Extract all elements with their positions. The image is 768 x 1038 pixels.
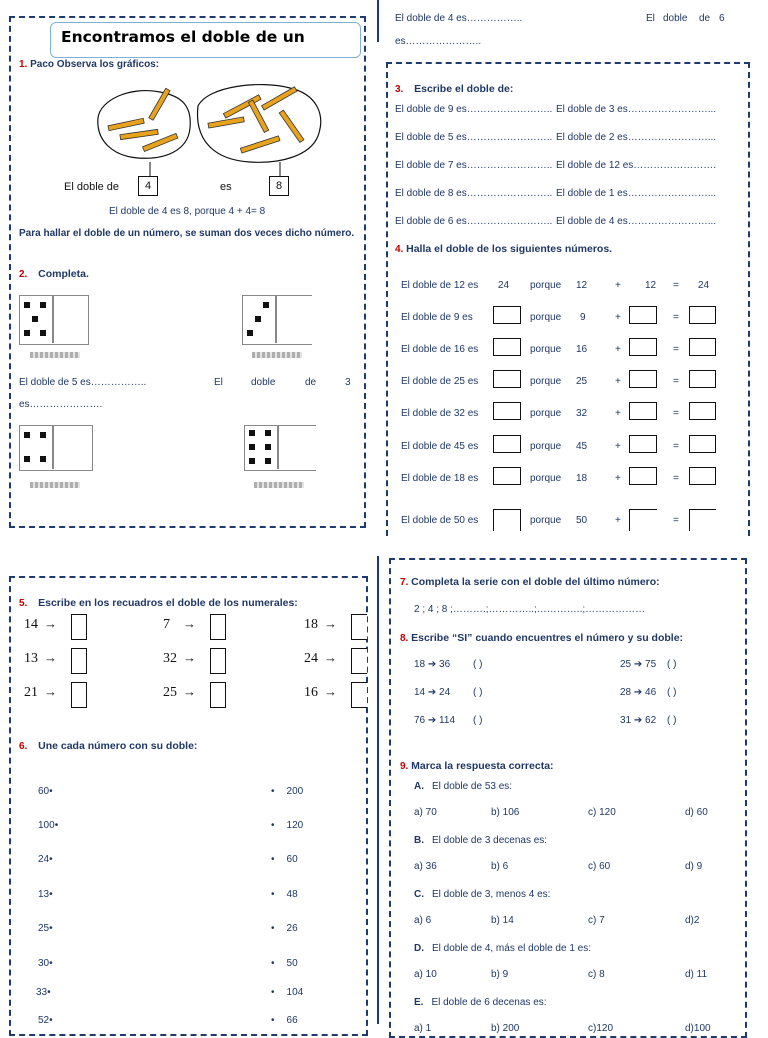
arrow-icon: → [183,650,196,665]
q9-option[interactable]: a) 36 [414,861,437,872]
q4-addend: 45 [576,441,588,452]
q7-heading: 7. Completa la serie con el doble del último número: [400,576,660,588]
q4-porque: porque [530,280,562,291]
q5-numeral: 21 [24,685,38,700]
q6-left-item[interactable] [36,987,51,998]
q9-letter: B. [414,835,424,846]
q5-answer-box[interactable] [71,614,87,640]
explanation-text: El doble de 4 es 8, porque 4 + 4= 8 [109,206,266,217]
q9-option[interactable]: d)100 [685,1023,711,1034]
q5-answer-box[interactable] [351,648,367,674]
q6-dot-icon: • [271,1015,275,1026]
pencil-groups-illustration [90,78,330,190]
arrow-icon: → [324,616,337,631]
panel-q5-q6 [9,576,368,1036]
q8-answer-left[interactable]: ( ) [473,687,483,698]
q9-question [414,889,550,900]
q8-answer-right[interactable]: ( ) [667,659,677,670]
q9-option[interactable]: a) 1 [414,1023,432,1034]
q6-right-item[interactable] [271,854,298,865]
q9-option[interactable]: a) 70 [414,807,437,818]
q9-option[interactable]: d) 9 [685,861,703,872]
page-title: Encontramos el doble de un [50,22,361,58]
q4-row-label: El doble de 18 es [401,473,479,484]
q8-pair-right: 28 ➔ 46 [620,687,657,698]
dice-box-three [242,295,312,345]
q5-numeral: 32 [163,651,177,666]
q4-equals: = [673,515,679,526]
doble-five-text: El doble de 5 es…………….. [19,377,147,388]
q9-option[interactable]: b) 200 [491,1023,520,1034]
q8-pair-left: 14 ➔ 24 [414,687,451,698]
q3-item-left: El doble de 5 es…………………….. [395,132,553,143]
q6-dot-icon: • [49,889,53,900]
q8-pair-right: 31 ➔ 62 [620,715,657,726]
q3-item-left: El doble de 6 es…………………….. [395,216,553,227]
q9-heading: 9. Marca la respuesta correcta: [400,760,554,772]
q3-item-right: El doble de 1 es……………………... [556,188,717,199]
q6-right-item[interactable] [271,820,303,831]
q5-answer-box[interactable] [210,614,226,640]
q5-numeral: 16 [304,685,318,700]
q6-dot-icon: • [49,923,53,934]
doble-three-word-1: El [214,377,223,388]
q9-letter: A. [414,781,424,792]
top-doble-four: El doble de 4 es…………….. [395,13,523,24]
divider-line-top [377,0,379,42]
q6-dot-icon: • [49,1015,53,1026]
q9-question [414,781,512,792]
q4-addend-box[interactable] [629,402,657,420]
box-four: 4 [138,176,158,196]
q4-equals: = [673,344,679,355]
q1-heading: 1. Paco Observa los gráficos: [19,59,160,70]
q5-answer-box[interactable] [351,682,367,708]
q4-addend: 25 [576,376,588,387]
q6-dot-icon: • [49,854,53,865]
q9-question [414,943,591,954]
arrow-icon: → [44,684,57,699]
q6-dot-icon: • [47,987,51,998]
q6-right-number: 60 [286,854,298,865]
q6-left-item[interactable] [38,786,53,797]
q3-item-right: El doble de 2 es……………………... [556,132,717,143]
q6-right-item[interactable] [271,923,298,934]
q4-porque: porque [530,408,562,419]
doble-three-es: es…………………. [19,399,103,410]
q9-question-text: El doble de 4, más el doble de 1 es: [432,943,591,954]
q4-addend-box[interactable] [629,338,657,356]
q6-right-number: 104 [286,987,304,998]
q6-dot-icon: • [271,854,275,865]
q4-plus: + [615,312,621,323]
q6-left-number: 33 [36,987,48,998]
doble-three-word-3: de [305,377,317,388]
q6-right-number: 66 [286,1015,298,1026]
q5-answer-box[interactable] [210,648,226,674]
rule-text: Para hallar el doble de un número, se suman dos veces dicho número. [19,228,355,239]
q6-right-item[interactable] [271,1015,298,1026]
q4-result-box[interactable] [689,306,716,324]
q9-option[interactable]: c) 8 [588,969,605,980]
q6-dot-icon: • [49,958,53,969]
q6-dot-icon: • [271,923,275,934]
q9-question-text: El doble de 3, menos 4 es: [432,889,551,900]
q6-dot-icon: • [271,958,275,969]
q4-row-label: El doble de 25 es [401,376,479,387]
q4-addend: 18 [576,473,588,484]
q4-result-box[interactable] [689,338,716,356]
q6-right-number: 120 [286,820,304,831]
q9-option[interactable]: c) 60 [588,861,611,872]
divider-line-bottom [377,556,379,1024]
q6-right-number: 48 [286,889,298,900]
q6-left-number: 30 [38,958,50,969]
q8-pair-left: 18 ➔ 36 [414,659,451,670]
q6-dot-icon: • [271,820,275,831]
q4-plus: + [615,280,621,291]
q6-left-number: 100 [38,820,55,831]
q6-right-item[interactable] [271,987,303,998]
q6-right-number: 26 [286,923,298,934]
q4-equals: = [673,312,679,323]
q3-item-left: El doble de 9 es…………………….. [395,104,553,115]
dice-box-six [244,425,316,471]
q4-plus: + [615,515,621,526]
q3-item-right: El doble de 4 es……………………... [556,216,717,227]
q8-pair-left: 76 ➔ 114 [414,715,456,726]
q6-left-item[interactable] [38,958,53,969]
q9-question [414,835,547,846]
q8-heading: 8. Escribe “SI” cuando encuentres el número y su doble: [400,632,684,644]
q4-equals: = [673,376,679,387]
q8-answer-right[interactable]: ( ) [667,715,677,726]
q6-right-number: 50 [286,958,298,969]
q4-row-label: El doble de 16 es [401,344,479,355]
q4-answer-box[interactable] [493,467,521,485]
q4-porque: porque [530,515,562,526]
q4-result-box[interactable] [689,435,716,453]
q4-porque: porque [530,312,562,323]
q6-dot-icon: • [271,786,275,797]
q4-row-label: El doble de 50 es [401,515,479,526]
q9-letter: C. [414,889,424,900]
q4-porque: porque [530,441,562,452]
q4-plus: + [615,376,621,387]
q4-plus: + [615,441,621,452]
q6-left-number: 52 [38,1015,50,1026]
q4-addend: 32 [576,408,588,419]
q9-option[interactable]: a) 6 [414,915,432,926]
q6-left-number: 24 [38,854,50,865]
panel-q7-q9 [389,558,747,1038]
q4-plus: + [615,344,621,355]
q6-left-number: 25 [38,923,50,934]
q9-question-text: El doble de 53 es: [432,781,513,792]
q9-option[interactable]: b) 9 [491,969,509,980]
q9-option[interactable]: c) 120 [588,807,616,818]
q5-heading: 5. Escribe en los recuadros el doble de los numerales: [19,597,298,609]
q4-row-label: El doble de 12 es [401,280,479,291]
arrow-icon: → [324,650,337,665]
q9-option[interactable]: b) 106 [491,807,520,818]
q4-result-box[interactable] [689,370,716,388]
q4-answer-box[interactable] [493,509,521,531]
q5-numeral: 25 [163,685,177,700]
q9-option[interactable]: c)120 [588,1023,614,1034]
q6-left-item[interactable] [38,923,53,934]
q9-letter: E. [414,997,424,1008]
arrow-icon: → [183,616,196,631]
q4-addend-box[interactable] [629,467,657,485]
q4-porque: porque [530,344,562,355]
arrow-icon: → [44,616,57,631]
q4-equals: = [673,441,679,452]
q6-dot-icon: • [49,786,53,797]
q8-pair-right: 25 ➔ 75 [620,659,657,670]
q9-option[interactable]: d)2 [685,915,700,926]
q9-option[interactable]: d) 60 [685,807,708,818]
box-eight: 8 [269,176,289,196]
q5-answer-box[interactable] [71,648,87,674]
q6-dot-icon: • [271,889,275,900]
q9-option[interactable]: b) 6 [491,861,509,872]
top-word-4: 6 [719,13,725,24]
q6-right-number: 200 [286,786,304,797]
q4-equals: = [673,280,679,291]
label-doble-de: El doble de [64,181,120,193]
arrow-icon: → [324,684,337,699]
q4-result-box[interactable] [689,402,716,420]
label-es: es [220,181,232,193]
q9-question [414,997,547,1008]
q4-result: 24 [698,280,710,291]
q6-left-number: 13 [38,889,50,900]
q6-right-item[interactable] [271,958,298,969]
q9-letter: D. [414,943,424,954]
arrow-icon: → [44,650,57,665]
q4-plus: + [615,408,621,419]
q4-row-label: El doble de 32 es [401,408,479,419]
q5-numeral: 24 [304,651,318,666]
q4-addend-2: 12 [645,280,657,291]
q3-item-right: El doble de 12 es……………………. [556,160,717,171]
q4-addend: 50 [576,515,588,526]
q7-series: 2 ; 4 ; 8 ;……….;…………..;…………..;……………… [414,604,646,615]
q6-right-item[interactable] [271,786,303,797]
q4-answer-box[interactable] [493,338,521,356]
q4-row-label: El doble de 45 es [401,441,479,452]
q9-question-text: El doble de 3 decenas es: [432,835,548,846]
q6-right-item[interactable] [271,889,298,900]
q4-addend: 9 [580,312,586,323]
q2-heading: 2. Completa. [19,268,89,280]
q4-addend: 16 [576,344,588,355]
q5-numeral: 14 [24,617,38,632]
q4-answer-box[interactable] [493,306,521,324]
q4-porque: porque [530,473,562,484]
q6-left-item[interactable] [38,1015,53,1026]
q4-answer-box[interactable] [493,435,521,453]
top-es: es………………….. [395,36,482,47]
q3-item-right: El doble de 3 es……………………... [556,104,717,115]
q4-porque: porque [530,376,562,387]
q4-result-box[interactable] [689,467,716,485]
q5-numeral: 7 [163,617,170,632]
top-word-2: doble [663,13,688,24]
q4-answer-box[interactable] [493,370,521,388]
q4-addend-box[interactable] [629,509,657,531]
dice-box-four [19,425,93,471]
q4-equals: = [673,408,679,419]
q4-plus: + [615,473,621,484]
q8-answer-right[interactable]: ( ) [667,687,677,698]
q9-option[interactable]: d) 11 [685,969,708,980]
arrow-icon: → [183,684,196,699]
q8-answer-left[interactable]: ( ) [473,715,483,726]
q5-numeral: 13 [24,651,38,666]
doble-three-word-2: doble [251,377,276,388]
q5-answer-box[interactable] [351,614,367,640]
q4-row-label: El doble de 9 es [401,312,473,323]
q6-heading: 6. Une cada número con su doble: [19,740,198,752]
q4-answer: 24 [498,280,510,291]
q6-left-item[interactable] [38,889,53,900]
top-word-1: El [646,13,655,24]
q6-dot-icon: • [271,987,275,998]
q4-answer-box[interactable] [493,402,521,420]
q6-left-number: 60 [38,786,50,797]
q4-addend-box[interactable] [629,370,657,388]
q5-answer-box[interactable] [210,682,226,708]
q4-addend-box[interactable] [629,435,657,453]
top-word-3: de [699,13,711,24]
q4-addend-box[interactable] [629,306,657,324]
q9-option[interactable]: a) 10 [414,969,437,980]
q3-item-left: El doble de 7 es…………………….. [395,160,553,171]
q4-equals: = [673,473,679,484]
q9-option[interactable]: b) 14 [491,915,514,926]
q3-item-left: El doble de 8 es…………………….. [395,188,553,199]
q6-left-item[interactable] [38,854,53,865]
q4-result-box[interactable] [689,509,716,531]
q6-left-item[interactable] [38,820,58,831]
q9-option[interactable]: c) 7 [588,915,605,926]
doble-three-word-4: 3 [345,377,351,388]
q3-heading: 3. Escribe el doble de: [395,83,514,95]
q8-answer-left[interactable]: ( ) [473,659,483,670]
q4-heading: 4. Halla el doble de los siguientes números. [395,243,613,255]
dice-box-five [19,295,89,345]
q9-question-text: El doble de 6 decenas es: [431,997,547,1008]
q5-answer-box[interactable] [71,682,87,708]
q6-dot-icon: • [54,820,59,831]
q5-numeral: 18 [304,617,318,632]
q4-addend: 12 [576,280,588,291]
